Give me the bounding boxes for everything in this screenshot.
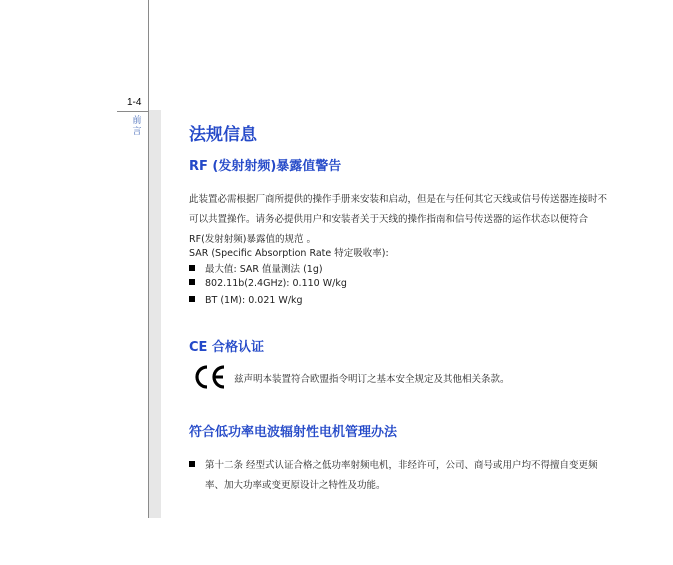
page-title: 法规信息: [189, 125, 257, 145]
rf-paragraph-line-1: 此装置必需根据厂商所提供的操作手册来安装和启动，但是在与任何其它天线或信号传送器连接时不: [189, 194, 608, 205]
section-side-label: 前言: [132, 116, 142, 137]
ce-statement: 兹声明本装置符合欧盟指令明订之基本安全规定及其他相关条款。: [234, 374, 510, 385]
list-item: 802.11b(2.4GHz): 0.110 W/kg: [189, 278, 347, 289]
page-number-rule: [117, 111, 149, 112]
square-bullet-icon: [189, 279, 195, 285]
sar-line: SAR (Specific Absorption Rate 特定吸收率):: [189, 248, 389, 259]
rf-paragraph-line-3: RF(发射射频)暴露值的规范 。: [189, 234, 316, 245]
square-bullet-icon: [189, 265, 195, 271]
page-number: 1-4: [127, 97, 142, 108]
ce-heading: CE 合格认证: [189, 340, 264, 355]
square-bullet-icon: [189, 461, 195, 467]
list-item: BT (1M): 0.021 W/kg: [189, 295, 303, 306]
low-power-item-line-2: 率、加大功率或变更原设计之特性及功能。: [205, 480, 386, 491]
list-item: 最大值: SAR 值量测法 (1g): [189, 261, 323, 275]
rf-heading: RF (发射射频)暴露值警告: [189, 159, 342, 174]
ce-mark-icon: [193, 364, 227, 390]
side-bar: [149, 110, 161, 518]
low-power-item-line-1: 第十二条 经型式认证合格之低功率射频电机，非经许可，公司、商号或用户均不得擅自变更频: [189, 456, 619, 476]
low-power-item: [189, 456, 619, 496]
rf-paragraph-line-2: 可以共置操作。请务必提供用户和安装者关于天线的操作指南和信号传送器的运作状态以便符合: [189, 214, 589, 225]
rf-paragraph: [189, 190, 619, 250]
square-bullet-icon: [189, 296, 195, 302]
low-power-heading: 符合低功率电波辐射性电机管理办法: [189, 425, 398, 440]
